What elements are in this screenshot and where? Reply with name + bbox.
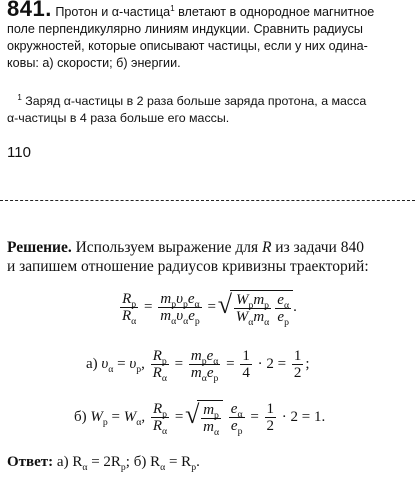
solution-var-r: R (261, 239, 272, 256)
answer-label: Ответ: (7, 454, 54, 470)
solution-intro (7, 238, 412, 276)
problem-statement (7, 0, 409, 72)
formula-ratio: $\frac{R_p}{R_\alpha}$ = $\frac{m_p\upsilon_pe_\alpha}{m_\alpha\upsilon_\alpha e_p}$ = √ $\frac{W_pm_p}{W_\alpha m_\alpha}$ $\frac{e_\alpha}{e_p}$ . (118, 290, 297, 325)
page-number: 110 (7, 144, 31, 161)
answer-text: а) R (53, 454, 83, 470)
problem-line3: окружностей, которые описывают частицы, если у них одина- (7, 39, 368, 53)
case-b-label: б) (74, 408, 87, 425)
solution-intro1-post: из задачи 840 (271, 239, 364, 256)
footnote-line1: Заряд α-частицы в 2 раза больше заряда протона, а масса (21, 94, 367, 108)
formula-case-b: б) $W_p = W_\alpha$, $\frac{R_p}{R_\alpha}$ = √ $\frac{m_p}{m_\alpha}$ $\frac{e_\alpha}{e_p}$ = $\frac{1}{2}$ · 2 = 1. (74, 400, 325, 435)
footnote-marker: 1 (17, 92, 22, 102)
problem-line2: поле перпендикулярно линиям индукции. Сравнить радиусы (7, 22, 363, 36)
footnote-line2: α-частицы в 4 раза больше его массы. (7, 111, 230, 125)
problem-line1-post: влетают в однородное магнитное (174, 5, 375, 19)
answer: Ответ: а) $R_\alpha = 2R_p$; б) $R_\alpha = R_p$. (7, 454, 200, 473)
case-a-label: а) (86, 355, 98, 372)
solution-heading: Решение. (7, 239, 72, 256)
formula-case-a: а) $\upsilon_\alpha = \upsilon_p$, $\frac{R_p}{R_\alpha}$ = $\frac{m_pe_\alpha}{m_\alpha e_p}$ = $\frac{1}{4}$ · 2 = $\frac{1}{2}$ ; (86, 348, 310, 384)
problem-line4: ковы: а) скорости; б) энергии. (7, 56, 181, 70)
footnote (7, 93, 407, 127)
problem-line1-pre: Протон и α-частица (55, 5, 171, 19)
footnote-ref: 1 (170, 3, 175, 13)
problem-number: 841. (7, 0, 52, 21)
solution-intro1-pre: Используем выражение для (71, 239, 262, 256)
solution-intro2: и запишем отношение радиусов кривизны траекторий: (7, 258, 369, 275)
page-divider (0, 200, 415, 201)
